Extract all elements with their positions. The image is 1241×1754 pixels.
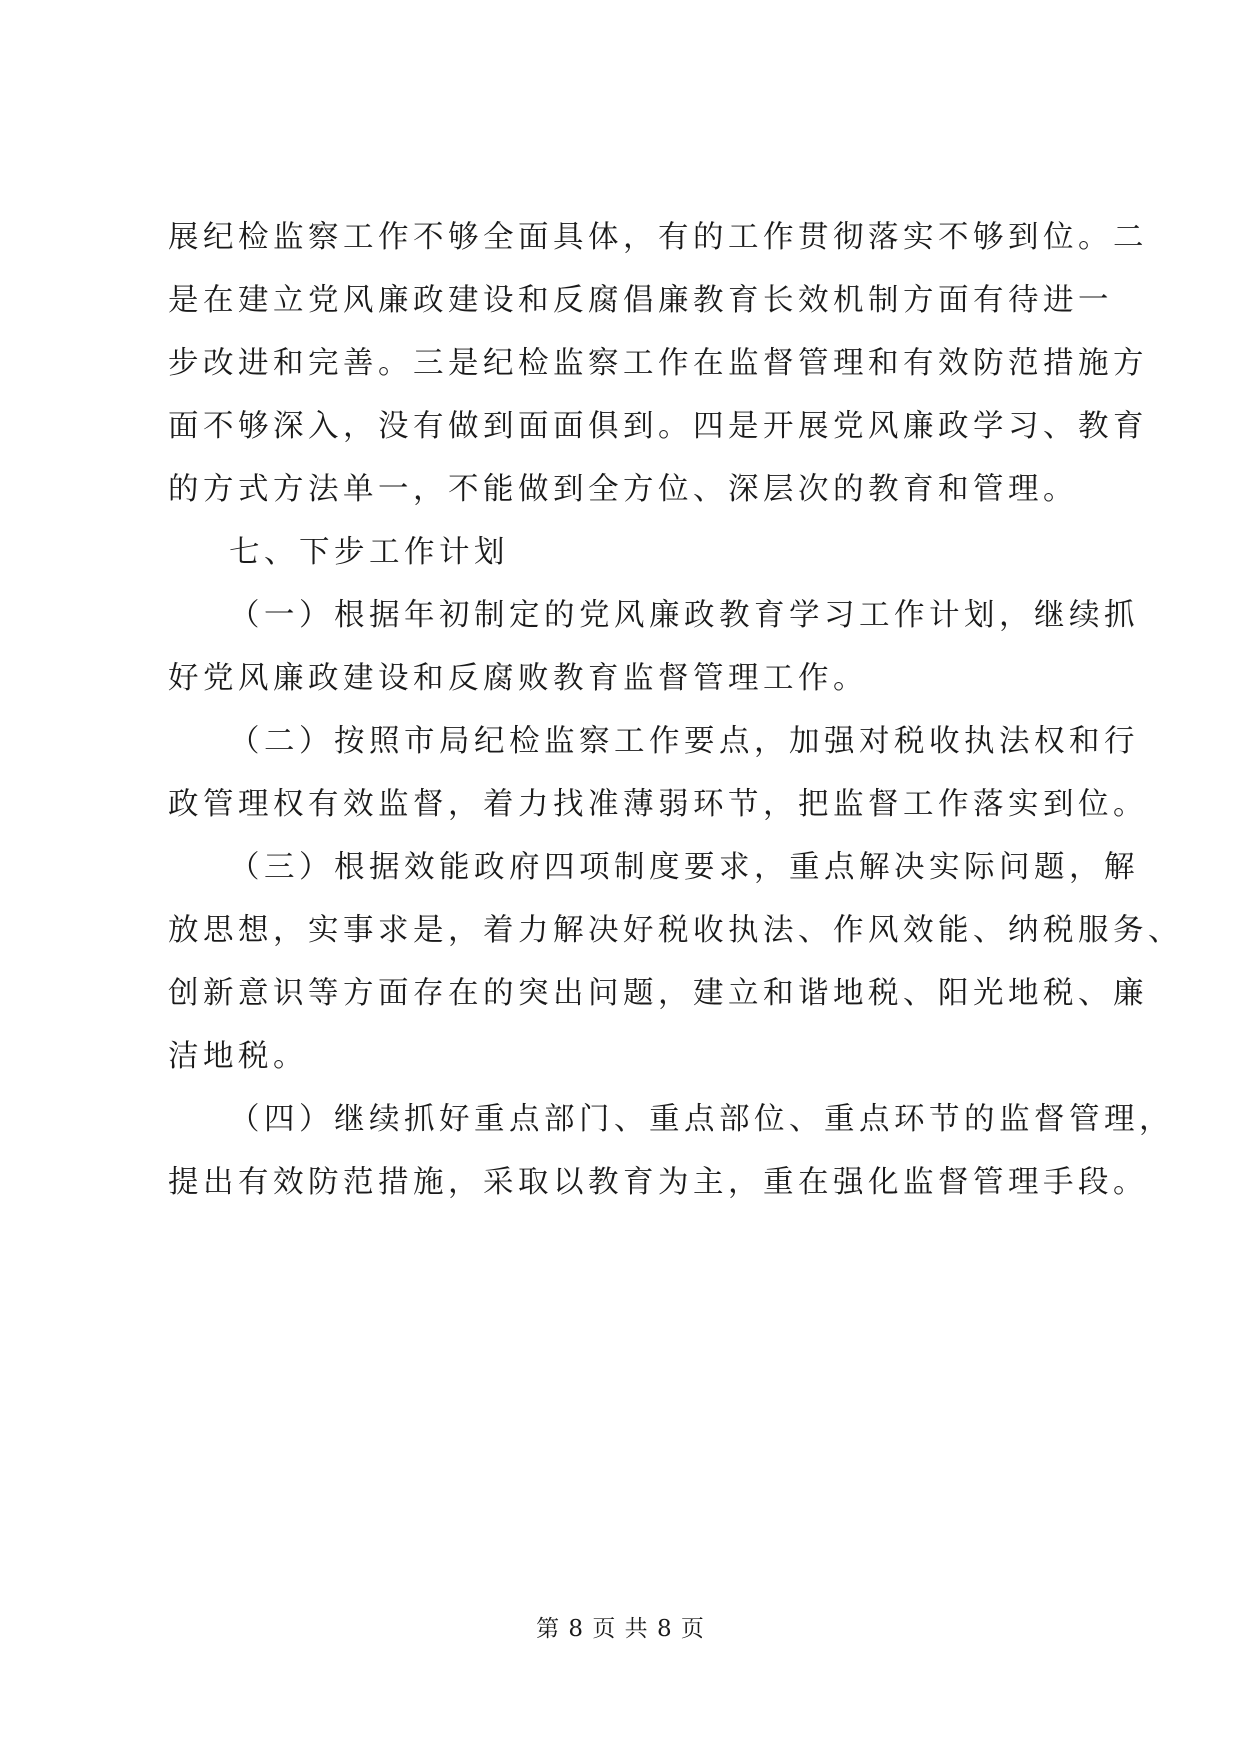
paragraph-line: 政管理权有效监督，着力找准薄弱环节，把监督工作落实到位。 <box>168 787 1148 822</box>
paragraph-problems <box>168 206 1148 521</box>
plan-item-3 <box>168 836 1183 1088</box>
plan-item-1 <box>168 584 1139 710</box>
paragraph-line: 创新意识等方面存在的突出问题，建立和谐地税、阳光地税、廉 <box>168 976 1148 1011</box>
paragraph-line: 洁地税。 <box>168 1039 308 1074</box>
paragraph-line: 的方式方法单一，不能做到全方位、深层次的教育和管理。 <box>168 472 1078 507</box>
paragraph-line: 提出有效防范措施，采取以教育为主，重在强化监督管理手段。 <box>168 1165 1148 1200</box>
paragraph-line: 展纪检监察工作不够全面具体，有的工作贯彻落实不够到位。二 <box>168 220 1148 255</box>
section-heading: 七、下步工作计划 <box>229 535 509 570</box>
plan-item-4 <box>168 1088 1174 1214</box>
paragraph-line: （四）继续抓好重点部门、重点部位、重点环节的监督管理， <box>229 1102 1174 1137</box>
page-footer <box>0 1610 1241 1643</box>
paragraph-line: （三）根据效能政府四项制度要求，重点解决实际问题，解 <box>229 850 1139 885</box>
paragraph-line: 步改进和完善。三是纪检监察工作在监督管理和有效防范措施方 <box>168 346 1148 381</box>
page-number: 第 8 页 共 8 页 <box>536 1616 705 1642</box>
paragraph-line: （二）按照市局纪检监察工作要点，加强对税收执法权和行 <box>229 724 1139 759</box>
paragraph-line: 面不够深入，没有做到面面俱到。四是开展党风廉政学习、教育 <box>168 409 1148 444</box>
paragraph-line: 放思想，实事求是，着力解决好税收执法、作风效能、纳税服务、 <box>168 913 1183 948</box>
paragraph-line: 好党风廉政建设和反腐败教育监督管理工作。 <box>168 661 868 696</box>
paragraph-line: （一）根据年初制定的党风廉政教育学习工作计划，继续抓 <box>229 598 1139 633</box>
paragraph-line: 是在建立党风廉政建设和反腐倡廉教育长效机制方面有待进一 <box>168 283 1113 318</box>
document-body <box>168 206 1183 1214</box>
plan-item-2 <box>168 710 1148 836</box>
